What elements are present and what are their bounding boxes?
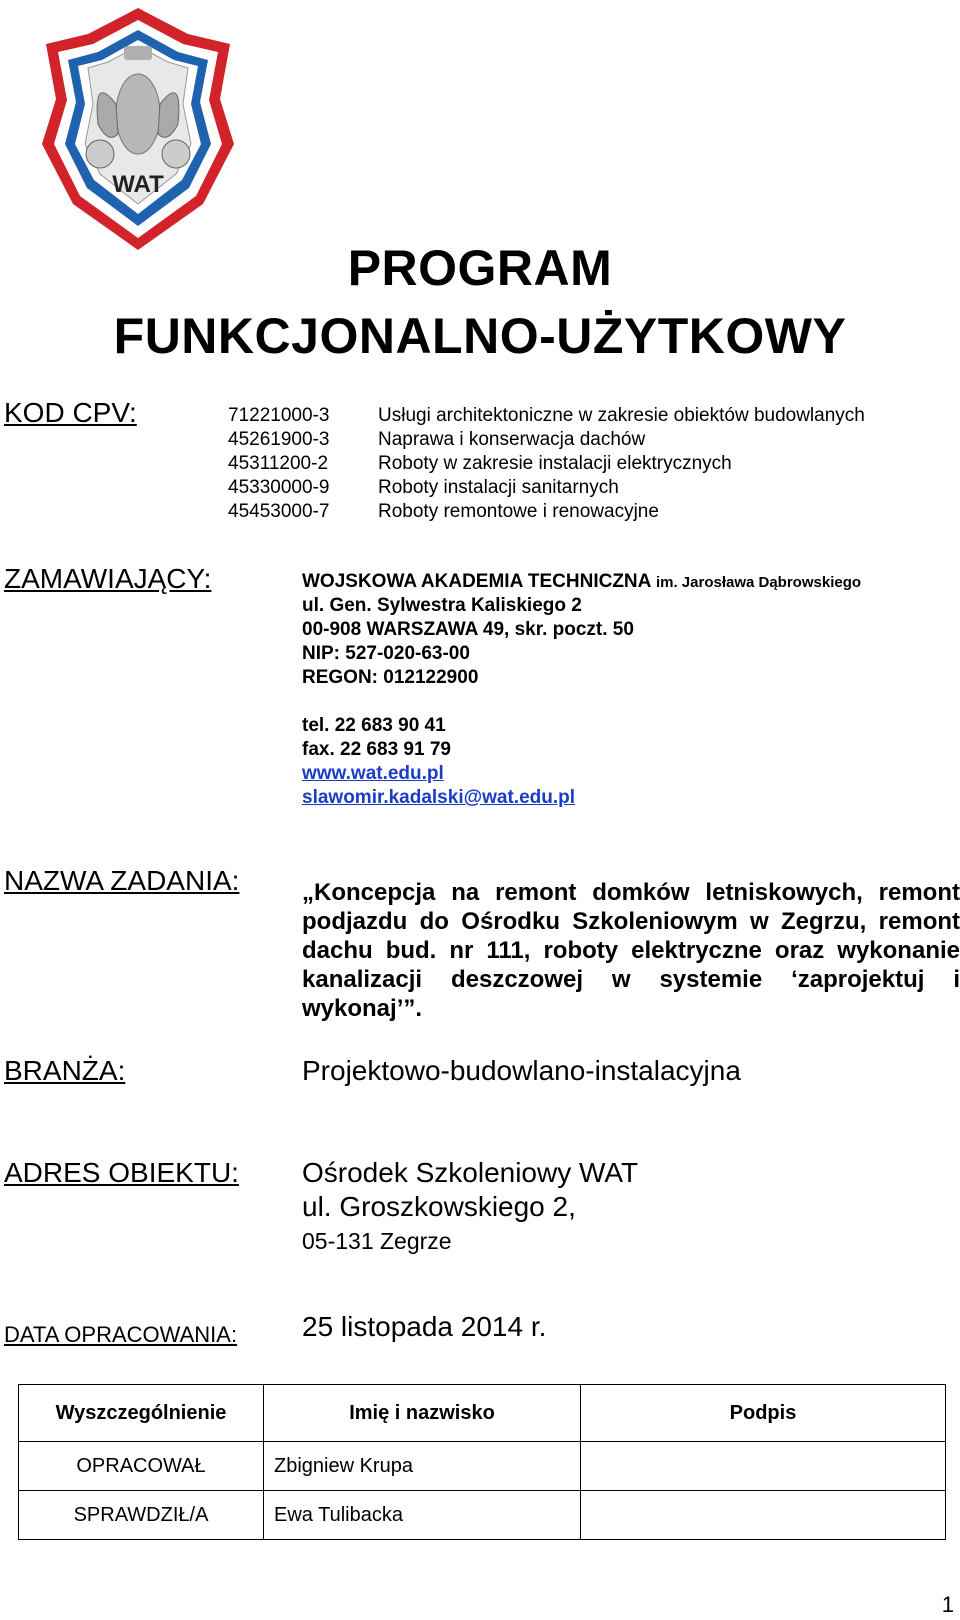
cpv-item bbox=[228, 500, 659, 524]
table-row bbox=[19, 1442, 946, 1491]
cpv-desc: Roboty instalacji sanitarnych bbox=[378, 477, 619, 498]
cpv-code: 45453000-7 bbox=[228, 501, 330, 522]
title-line1: PROGRAM bbox=[347, 240, 613, 296]
table-header: Podpis bbox=[581, 1385, 946, 1442]
client-www-link[interactable]: www.wat.edu.pl bbox=[302, 763, 444, 784]
cpv-code: 45330000-9 bbox=[228, 477, 330, 498]
date-value: 25 listopada 2014 r. bbox=[302, 1311, 547, 1342]
client-name-suffix: im. Jarosława Dąbrowskiego bbox=[655, 574, 862, 591]
cpv-item bbox=[228, 452, 732, 476]
client-label: ZAMAWIAJĄCY: bbox=[4, 563, 212, 594]
cpv-item bbox=[228, 476, 619, 500]
cpv-desc: Naprawa i konserwacja dachów bbox=[378, 429, 646, 450]
branch-value: Projektowo-budowlano-instalacyjna bbox=[302, 1055, 741, 1086]
task-text: „Koncepcja na remont domków letniskowych, remont podjazdu do Ośrodku Szkoleniowym w Zegrzu, remont dachu bud. nr 111, roboty elektryczne oraz wykonanie kanalizacji deszczowej w systemie ‘zaprojektuj i wykonaj’”. bbox=[302, 879, 960, 1022]
client-street: ul. Gen. Sylwestra Kaliskiego 2 bbox=[302, 595, 582, 616]
table-cell: Ewa Tulibacka bbox=[264, 1491, 581, 1540]
client-nip: NIP: 527-020-63-00 bbox=[302, 643, 470, 664]
signature-cell bbox=[581, 1491, 946, 1540]
title-line2: FUNKCJONALNO-UŻYTKOWY bbox=[113, 308, 847, 364]
address-label: ADRES OBIEKTU: bbox=[4, 1157, 239, 1188]
client-name: WOJSKOWA AKADEMIA TECHNICZNA bbox=[302, 571, 651, 592]
task-label: NAZWA ZADANIA: bbox=[4, 865, 240, 896]
signature-cell bbox=[581, 1442, 946, 1491]
client-email-link[interactable]: slawomir.kadalski@wat.edu.pl bbox=[302, 787, 576, 808]
cpv-code: 45311200-2 bbox=[228, 453, 329, 474]
cpv-label: KOD CPV: bbox=[4, 397, 137, 428]
client-city: 00-908 WARSZAWA 49, skr. poczt. 50 bbox=[302, 619, 634, 640]
approval-table bbox=[18, 1384, 946, 1540]
address-line3: 05-131 Zegrze bbox=[302, 1228, 452, 1254]
address-line2: ul. Groszkowskiego 2, bbox=[302, 1191, 576, 1222]
cpv-item bbox=[228, 428, 645, 452]
date-label: DATA OPRACOWANIA: bbox=[4, 1322, 238, 1347]
table-header-row bbox=[19, 1385, 946, 1442]
client-tel: tel. 22 683 90 41 bbox=[302, 715, 446, 736]
wat-logo bbox=[38, 4, 238, 254]
table-cell: SPRAWDZIŁ/A bbox=[19, 1491, 264, 1540]
cpv-desc: Roboty remontowe i renowacyjne bbox=[378, 501, 659, 522]
client-name-line bbox=[302, 570, 861, 595]
client-fax: fax. 22 683 91 79 bbox=[302, 739, 451, 760]
cpv-item bbox=[228, 404, 865, 428]
table-header: Wyszczególnienie bbox=[19, 1385, 264, 1442]
client-regon: REGON: 012122900 bbox=[302, 667, 479, 688]
address-line1: Ośrodek Szkoleniowy WAT bbox=[302, 1157, 639, 1188]
cpv-code: 71221000-3 bbox=[228, 405, 330, 426]
table-row bbox=[19, 1491, 946, 1540]
eagle-emblem-icon bbox=[38, 4, 238, 254]
table-header: Imię i nazwisko bbox=[264, 1385, 581, 1442]
logo-text: WAT bbox=[112, 171, 164, 198]
page-number: 1 bbox=[941, 1592, 954, 1617]
branch-label: BRANŻA: bbox=[4, 1055, 126, 1086]
table-cell: Zbigniew Krupa bbox=[264, 1442, 581, 1491]
cpv-desc: Roboty w zakresie instalacji elektrycznych bbox=[378, 453, 732, 474]
cpv-desc: Usługi architektoniczne w zakresie obiektów budowlanych bbox=[378, 405, 865, 426]
table-cell: OPRACOWAŁ bbox=[19, 1442, 264, 1491]
cpv-code: 45261900-3 bbox=[228, 429, 330, 450]
